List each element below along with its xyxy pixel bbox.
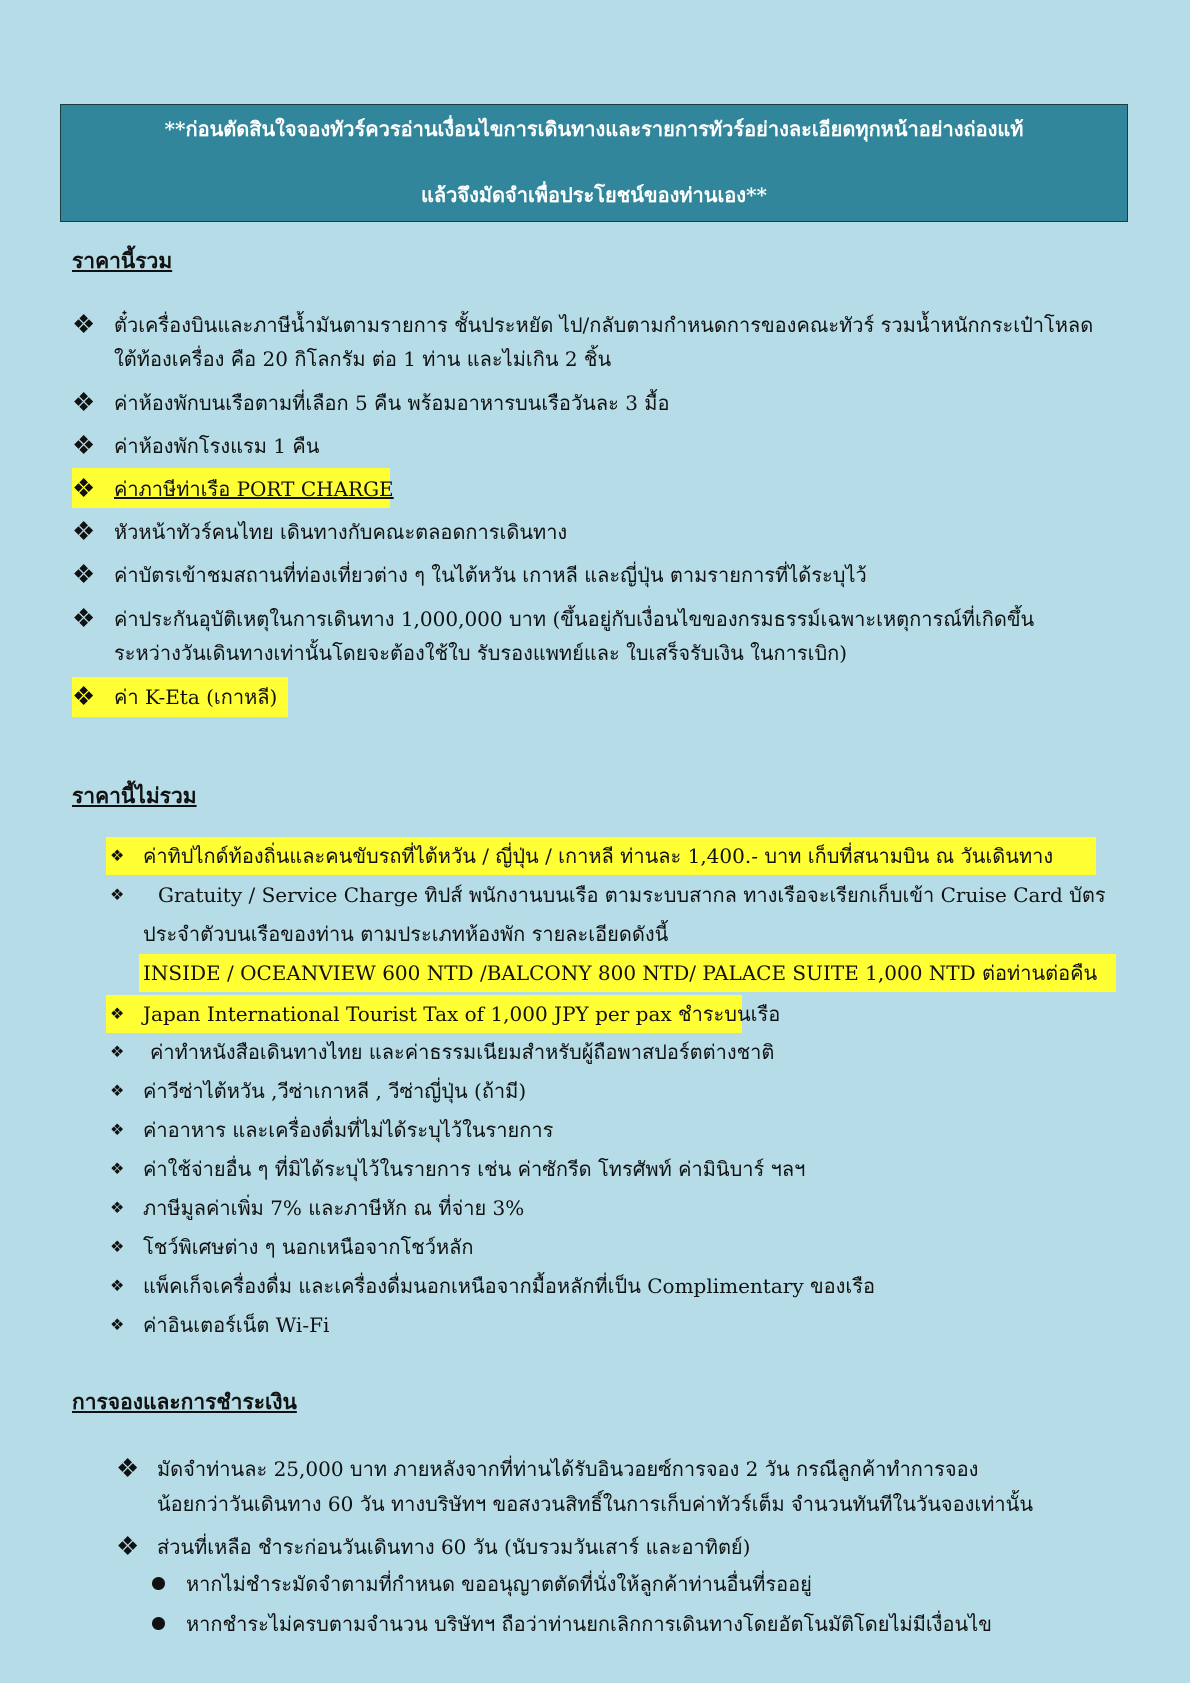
excluded-item-2: Japan International Tourist Tax of 1,000 JPY per pax ชำระบนเรือ [143, 1002, 781, 1026]
excluded-item-0: ค่าทิปไกด์ท้องถิ่นและคนขับรถที่ไต้หวัน / ญี่ปุ่น / เกาหลี ท่านละ 1,400.- บาท เก็บที่สนามบิน ณ วันเดินทาง [143, 844, 1054, 868]
diamond-bullet-icon: ❖ [110, 1276, 125, 1295]
excluded-item-5: ค่าอาหาร และเครื่องดื่มที่ไม่ได้ระบุไว้ในรายการ [143, 1118, 554, 1142]
diamond-bullet-icon: ❖ [110, 1120, 125, 1139]
diamond-bullet-icon: ❖ [72, 388, 96, 418]
diamond-bullet-icon: ❖ [72, 431, 96, 461]
diamond-bullet-icon: ❖ [110, 1198, 125, 1217]
included-item-0-line-2: ใต้ท้องเครื่อง คือ 20 กิโลกรัม ต่อ 1 ท่าน และไม่เกิน 2 ชิ้น [114, 347, 612, 371]
notice-line-1: **ก่อนตัดสินใจจองทัวร์ควรอ่านเงื่อนไขการเดินทางและรายการทัวร์อย่างละเอียดทุกหน้าอย่างถ่องแท้ [164, 117, 1024, 141]
diamond-bullet-icon: ❖ [116, 1532, 140, 1562]
included-item-3: ค่าภาษีท่าเรือ PORT CHARGE [114, 477, 394, 501]
diamond-bullet-icon: ❖ [110, 1004, 125, 1023]
included-title: ราคานี้รวม [72, 248, 173, 273]
diamond-bullet-icon: ❖ [110, 1081, 125, 1100]
excluded-item-8: โชว์พิเศษต่าง ๆ นอกเหนือจากโชว์หลัก [143, 1235, 474, 1259]
bullet-dot-icon [152, 1577, 165, 1590]
excluded-item-7: ภาษีมูลค่าเพิ่ม 7% และภาษีหัก ณ ที่จ่าย 3% [143, 1196, 525, 1220]
excluded-title: ราคานี้ไม่รวม [72, 783, 197, 808]
excluded-item-3: ค่าทำหนังสือเดินทางไทย และค่าธรรมเนียมสำหรับผู้ถือพาสปอร์ตต่างชาติ [150, 1040, 775, 1064]
bullet-dot-icon [152, 1617, 165, 1630]
diamond-bullet-icon: ❖ [72, 560, 96, 590]
included-item-4: หัวหน้าทัวร์คนไทย เดินทางกับคณะตลอดการเดินทาง [114, 520, 568, 544]
included-item-6-line-1: ค่าประกันอุบัติเหตุในการเดินทาง 1,000,000 บาท (ขึ้นอยู่กับเงื่อนไขของกรมธรรม์เฉพาะเหตุการณ์ที่เกิดขึ้น [114, 607, 1035, 631]
diamond-bullet-icon: ❖ [110, 846, 125, 865]
diamond-bullet-icon: ❖ [72, 604, 96, 634]
excluded-item-1-line-2: ประจำตัวบนเรือของท่าน ตามประเภทห้องพัก รายละเอียดดังนี้ [143, 922, 669, 946]
diamond-bullet-icon: ❖ [72, 517, 96, 547]
diamond-bullet-icon: ❖ [110, 1315, 125, 1334]
excluded-item-9: แพ็คเก็จเครื่องดื่ม และเครื่องดื่มนอกเหนือจากมื้อหลักที่เป็น Complimentary ของเรือ [143, 1274, 876, 1298]
excluded-item-10: ค่าอินเตอร์เน็ต Wi-Fi [143, 1313, 330, 1337]
diamond-bullet-icon: ❖ [110, 1042, 125, 1061]
diamond-bullet-icon: ❖ [72, 310, 96, 340]
payment-item-1: ส่วนที่เหลือ ชำระก่อนวันเดินทาง 60 วัน (นับรวมวันเสาร์ และอาทิตย์) [157, 1535, 751, 1559]
diamond-bullet-icon: ❖ [110, 885, 125, 904]
excluded-item-6: ค่าใช้จ่ายอื่น ๆ ที่มิได้ระบุไว้ในรายการ เช่น ค่าซักรีด โทรศัพท์ ค่ามินิบาร์ ฯลฯ [143, 1157, 806, 1181]
included-item-7: ค่า K-Eta (เกาหลี) [114, 685, 278, 709]
diamond-bullet-icon: ❖ [72, 682, 96, 712]
diamond-bullet-icon: ❖ [116, 1454, 140, 1484]
excluded-item-1-line-3: INSIDE / OCEANVIEW 600 NTD /BALCONY 800 NTD/ PALACE SUITE 1,000 NTD ต่อท่านต่อคืน [143, 961, 1098, 985]
included-item-6-line-2: ระหว่างวันเดินทางเท่านั้นโดยจะต้องใช้ใบ รับรองแพทย์และ ใบเสร็จรับเงิน ในการเบิก) [114, 641, 848, 665]
diamond-bullet-icon: ❖ [110, 1159, 125, 1178]
notice-line-2: แล้วจึงมัดจำเพื่อประโยชน์ของท่านเอง** [421, 183, 767, 207]
payment-subitem-0: หากไม่ชำระมัดจำตามที่กำหนด ขออนุญาตตัดที่นั่งให้ลูกค้าท่านอื่นที่รออยู่ [186, 1572, 812, 1596]
payment-item-0-line-2: น้อยกว่าวันเดินทาง 60 วัน ทางบริษัทฯ ขอสงวนสิทธิ์ในการเก็บค่าทัวร์เต็ม จำนวนทันทีในวันจองเท่านั้น [157, 1492, 1033, 1516]
included-item-2: ค่าห้องพักโรงแรม 1 คืน [114, 434, 320, 458]
included-item-5: ค่าบัตรเข้าชมสถานที่ท่องเที่ยวต่าง ๆ ในไต้หวัน เกาหลี และญี่ปุ่น ตามรายการที่ได้ระบุไว้ [114, 563, 867, 587]
notice-banner [60, 104, 1128, 222]
included-item-1: ค่าห้องพักบนเรือตามที่เลือก 5 คืน พร้อมอาหารบนเรือวันละ 3 มื้อ [114, 391, 670, 415]
included-item-0-line-1: ตั๋วเครื่องบินและภาษีน้ำมันตามรายการ ชั้นประหยัด ไป/กลับตามกำหนดการของคณะทัวร์ รวมน้ำหนักกระเป๋าโหลด [114, 313, 1094, 337]
diamond-bullet-icon: ❖ [72, 474, 96, 504]
excluded-item-1-line-1: Gratuity / Service Charge ทิปส์ พนักงานบนเรือ ตามระบบสากล ทางเรือจะเรียกเก็บเข้า Cruise Card บัตร [158, 883, 1106, 907]
payment-subitem-1: หากชำระไม่ครบตามจำนวน บริษัทฯ ถือว่าท่านยกเลิกการเดินทางโดยอัตโนมัติโดยไม่มีเงื่อนไข [186, 1612, 992, 1636]
payment-item-0-line-1: มัดจำท่านละ 25,000 บาท ภายหลังจากที่ท่านได้รับอินวอยซ์การจอง 2 วัน กรณีลูกค้าทำการจอง [157, 1457, 979, 1481]
excluded-item-4: ค่าวีซ่าไต้หวัน ,วีซ่าเกาหลี , วีซ่าญี่ปุ่น (ถ้ามี) [143, 1079, 527, 1103]
payment-title: การจองและการชำระเงิน [72, 1389, 297, 1414]
diamond-bullet-icon: ❖ [110, 1237, 125, 1256]
